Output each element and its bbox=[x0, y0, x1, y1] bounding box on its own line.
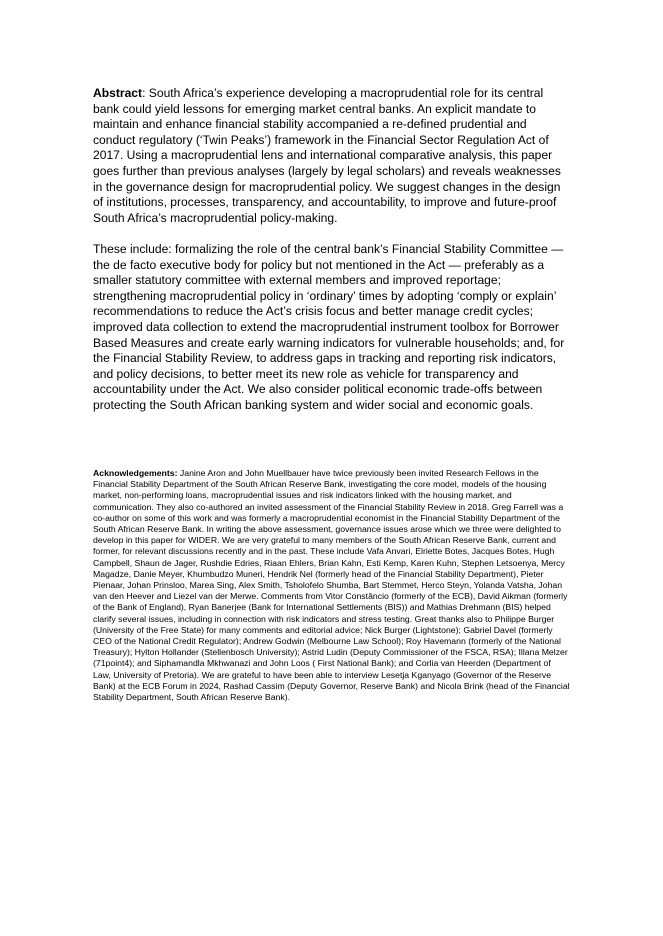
abstract-paragraph-1 bbox=[93, 86, 571, 226]
abstract-label: Abstract bbox=[93, 86, 143, 100]
abstract-section bbox=[93, 86, 571, 413]
abstract-paragraph-2: These include: formalizing the role of the central bank’s Financial Stability Committee — the de facto executive body for policy but not mentioned in the Act — preferably as a smaller statutory committee with external members and improved reportage; strengthening macroprudential policy in ‘ordinary’ times by adopting ‘comply or explain’ recommendations to reduce the Act’s crisis focus and better manage credit cycles; improved data collection to extend the macroprudential instrument toolbox for Borrower Based Measures and create early warning indicators for vulnerable households; and, for the Financial Stability Review, to address gaps in tracking and reporting risk indicators, and policy decisions, to better meet its new role as vehicle for transparency and accountability under the Act. We also consider political economic trade-offs between protecting the South African banking system and wider social and economic goals. bbox=[93, 241, 565, 412]
acknowledgements-label: Acknowledgements: bbox=[93, 468, 178, 478]
acknowledgements-text: Janine Aron and John Muellbauer have twice previously been invited Research Fellows in the Financial Stability Department of the South African Reserve Bank, investigating the core model, models of the housing market, non-performing loans, macroprudential issues and risk indicators linked with the housing market, and communication. They also co-authored an invited assessment of the Financial Stability Review in 2018. Greg Farrell was a co-author on some of this work and was formerly a macroprudential economist in the Financial Stability Department of the South African Reserve Bank. In writing the above assessment, governance issues arose which we three were delighted to develop in this paper for WIDER. We are very grateful to many members of the South African Reserve Bank, current and former, for relevant discussions recently and in the past. These include Vafa Anvari, Elriette Botes, Jacques Botes, Hugh Campbell, Shaun de Jager, Rushdie Edries, Riaan Ehlers, Brian Kahn, Esti Kemp, Karen Kuhn, Stephen Letsoenya, Mercy Magadze, Danie Meyer, Khumbudzo Muneri, Hendrik Nel (formerly head of the Financial Stability Department), Pieter Pienaar, Johan Prinsloo, Marea Sing, Alex Smith, Tsholofelo Shumba, Bart Stemmet, Herco Steyn, Yolanda Vatsha, Johan van den Heever and Liezel van der Merwe. Comments from Vitor Constâncio (formerly of the ECB), David Aikman (formerly of the Bank of England), Ryan Banerjee (Bank for International Settlements (BIS)) and Mathias Drehmann (BIS) helped clarify several issues, including in connection with risk indicators and stress testing. Great thanks also to Philippe Burger (University of the Free State) for many comments and editorial advice; Nick Burger (Lightstone); Gabriel Davel (formerly CEO of the National Credit Regulator); Andrew Godwin (Melbourne Law School); Roy Havemann (formerly of the National Treasury); Hylton Hollander (Stellenbosch University); Astrid Ludin (Deputy Commissioner of the FSCA, RSA); Illana Melzer (71point4); and Siphamandla Mkhwanazi and John Loos ( First National Bank); and Corlia van Heerden (Department of Law, University of Pretoria). We are grateful to have been able to interview Lesetja Kganyago (Governor of the Reserve Bank) at the ECB Forum in 2024, Rashad Cassim (Deputy Governor, Reserve Bank) and Nicola Brink (head of the Financial Stability Department, South African Reserve Bank). bbox=[93, 468, 570, 703]
abstract-text-1: : South Africa’s experience developing a macroprudential role for its central bank could yield lessons for emerging market central banks. An explicit mandate to maintain and enhance financial stability accompanied a re-defined prudential and conduct regulatory (‘Twin Peaks’) framework in the Financial Sector Regulation Act of 2017. Using a macroprudential lens and international comparative analysis, this paper goes further than previous analyses (largely by legal scholars) and reveals weaknesses in the governance design for macroprudential policy. We suggest changes in the design of institutions, processes, transparency, and accountability, to improve and future-proof South Africa’s macroprudential policy-making. bbox=[93, 86, 561, 225]
acknowledgements-section bbox=[93, 468, 571, 703]
acknowledgements-paragraph bbox=[93, 468, 571, 703]
